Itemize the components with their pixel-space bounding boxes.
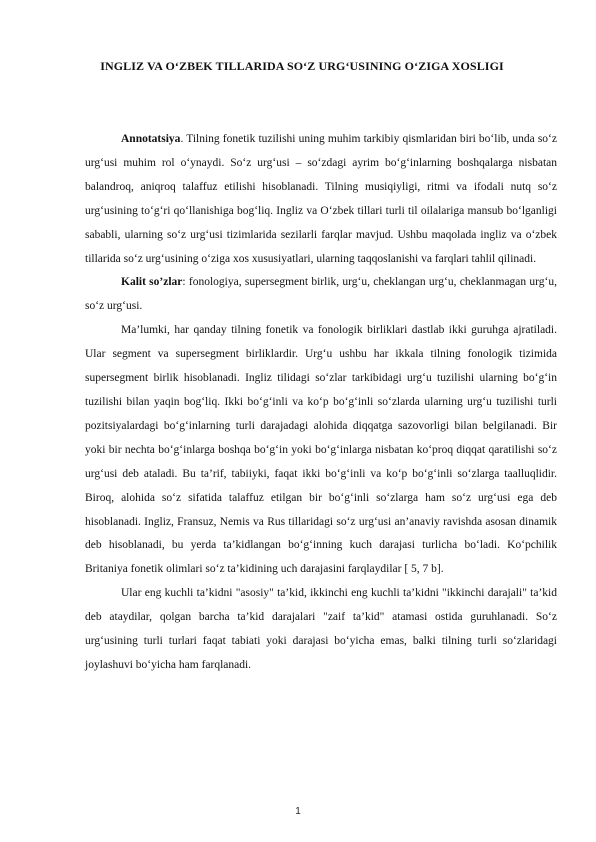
abstract-text: . Tilning fonetik tuzilishi uning muhim tarkibiy qismlaridan biri bo‘lib, unda so‘z urg‘usi muhim rol o‘ynaydi. So‘z urg‘usi – so‘zdagi ayrim bo‘g‘inlarning boshqalarga nisbatan balandroq, aniqroq talaffuz etilishi hisoblanadi. Tilning musiqiyligi, ritmi va ifodali nutq so‘z urg‘usining to‘g‘ri qo‘llanishiga bog‘liq. Ingliz va O‘zbek tillari turli til oilalariga mansub bo‘lganligi sababli, ularning so‘z urg‘usi tizimlarida sezilarli farqlar mavjud. Ushbu maqolada ingliz va o‘zbek tillarida so‘z urg‘usining o‘ziga xos xususiyatlari, ularning taqqoslanishi va farqlari tahlil qilinadi. [85, 133, 557, 265]
body-paragraph-1: Ma’lumki, har qanday tilning fonetik va fonologik birliklari dastlab ikki guruhga ajratiladi. Ular segment va supersegment birliklardir. Urg‘u ushbu har ikkala tilning fonologik tizimida supersegment birlik hisoblanadi. Ingliz tilidagi so‘zlar tarkibidagi urg‘u tuzilishi ularning bo‘g‘in tuzilishi bilan yaqin bog‘liq. Ikki bo‘g‘inli va ko‘p bo‘g‘inli so‘zlarda ularning urg‘u tuzilishi turli pozitsiyalardagi bo‘g‘inlarning turli darajadagi alohida diqqatga sazovorligi bilan belgilanadi. Bir yoki bir nechta bo‘g‘inlarga boshqa bo‘g‘in yoki bo‘g‘inlarga nisbatan ko‘proq diqqat qaratilishi so‘z urg‘usi deb ataladi. Bu ta’rif, tabiiyki, faqat ikki bo‘g‘inli va ko‘p bo‘g‘inli so‘zlarga taalluqlidir. Biroq, alohida so‘z sifatida talaffuz etilgan bir bo‘g‘inli so‘zlarga ham so‘z urg‘usi ega deb hisoblanadi. Ingliz, Fransuz, Nemis va Rus tillaridagi so‘z urg‘usi an’anaviy ravishda asosan dinamik deb hisoblanadi, bu yerda ta’kidlangan bo‘g‘inning kuch darajasi turlicha bo‘ladi. Ko‘pchilik Britaniya fonetik olimlari so‘z ta’kidining uch darajasini farqlaydilar [ 5, 7 b]. [85, 324, 557, 576]
body-paragraph-2: Ular eng kuchli ta’kidni "asosiy" ta’kid, ikkinchi eng kuchli ta’kidni "ikkinchi darajali" ta’kid deb ataydilar, qolgan barcha ta’kid darajalari "zaif ta’kid" atamasi ostida guruhlanadi. So‘z urg‘usining turli turlari faqat tabiati yoki darajasi bo‘yicha emas, balki tilning turli so‘zlaridagi joylashuvi bo‘yicha ham farqlanadi. [85, 587, 557, 671]
abstract-label: Annotatsiya [121, 133, 181, 145]
keywords-paragraph [85, 271, 557, 319]
abstract-paragraph [85, 128, 557, 271]
page-number: 1 [295, 806, 301, 817]
keywords-text: : fonologiya, supersegment birlik, urg‘u, cheklangan urg‘u, cheklanmagan urg‘u, so‘z urg‘usi. [85, 276, 558, 313]
keywords-label: Kalit so’zlar [121, 276, 183, 289]
document-title: INGLIZ VA O‘ZBEK TILLARIDA SO‘Z URG‘USINING O‘ZIGA XOSLIGI [100, 59, 504, 73]
document-body [85, 128, 557, 678]
